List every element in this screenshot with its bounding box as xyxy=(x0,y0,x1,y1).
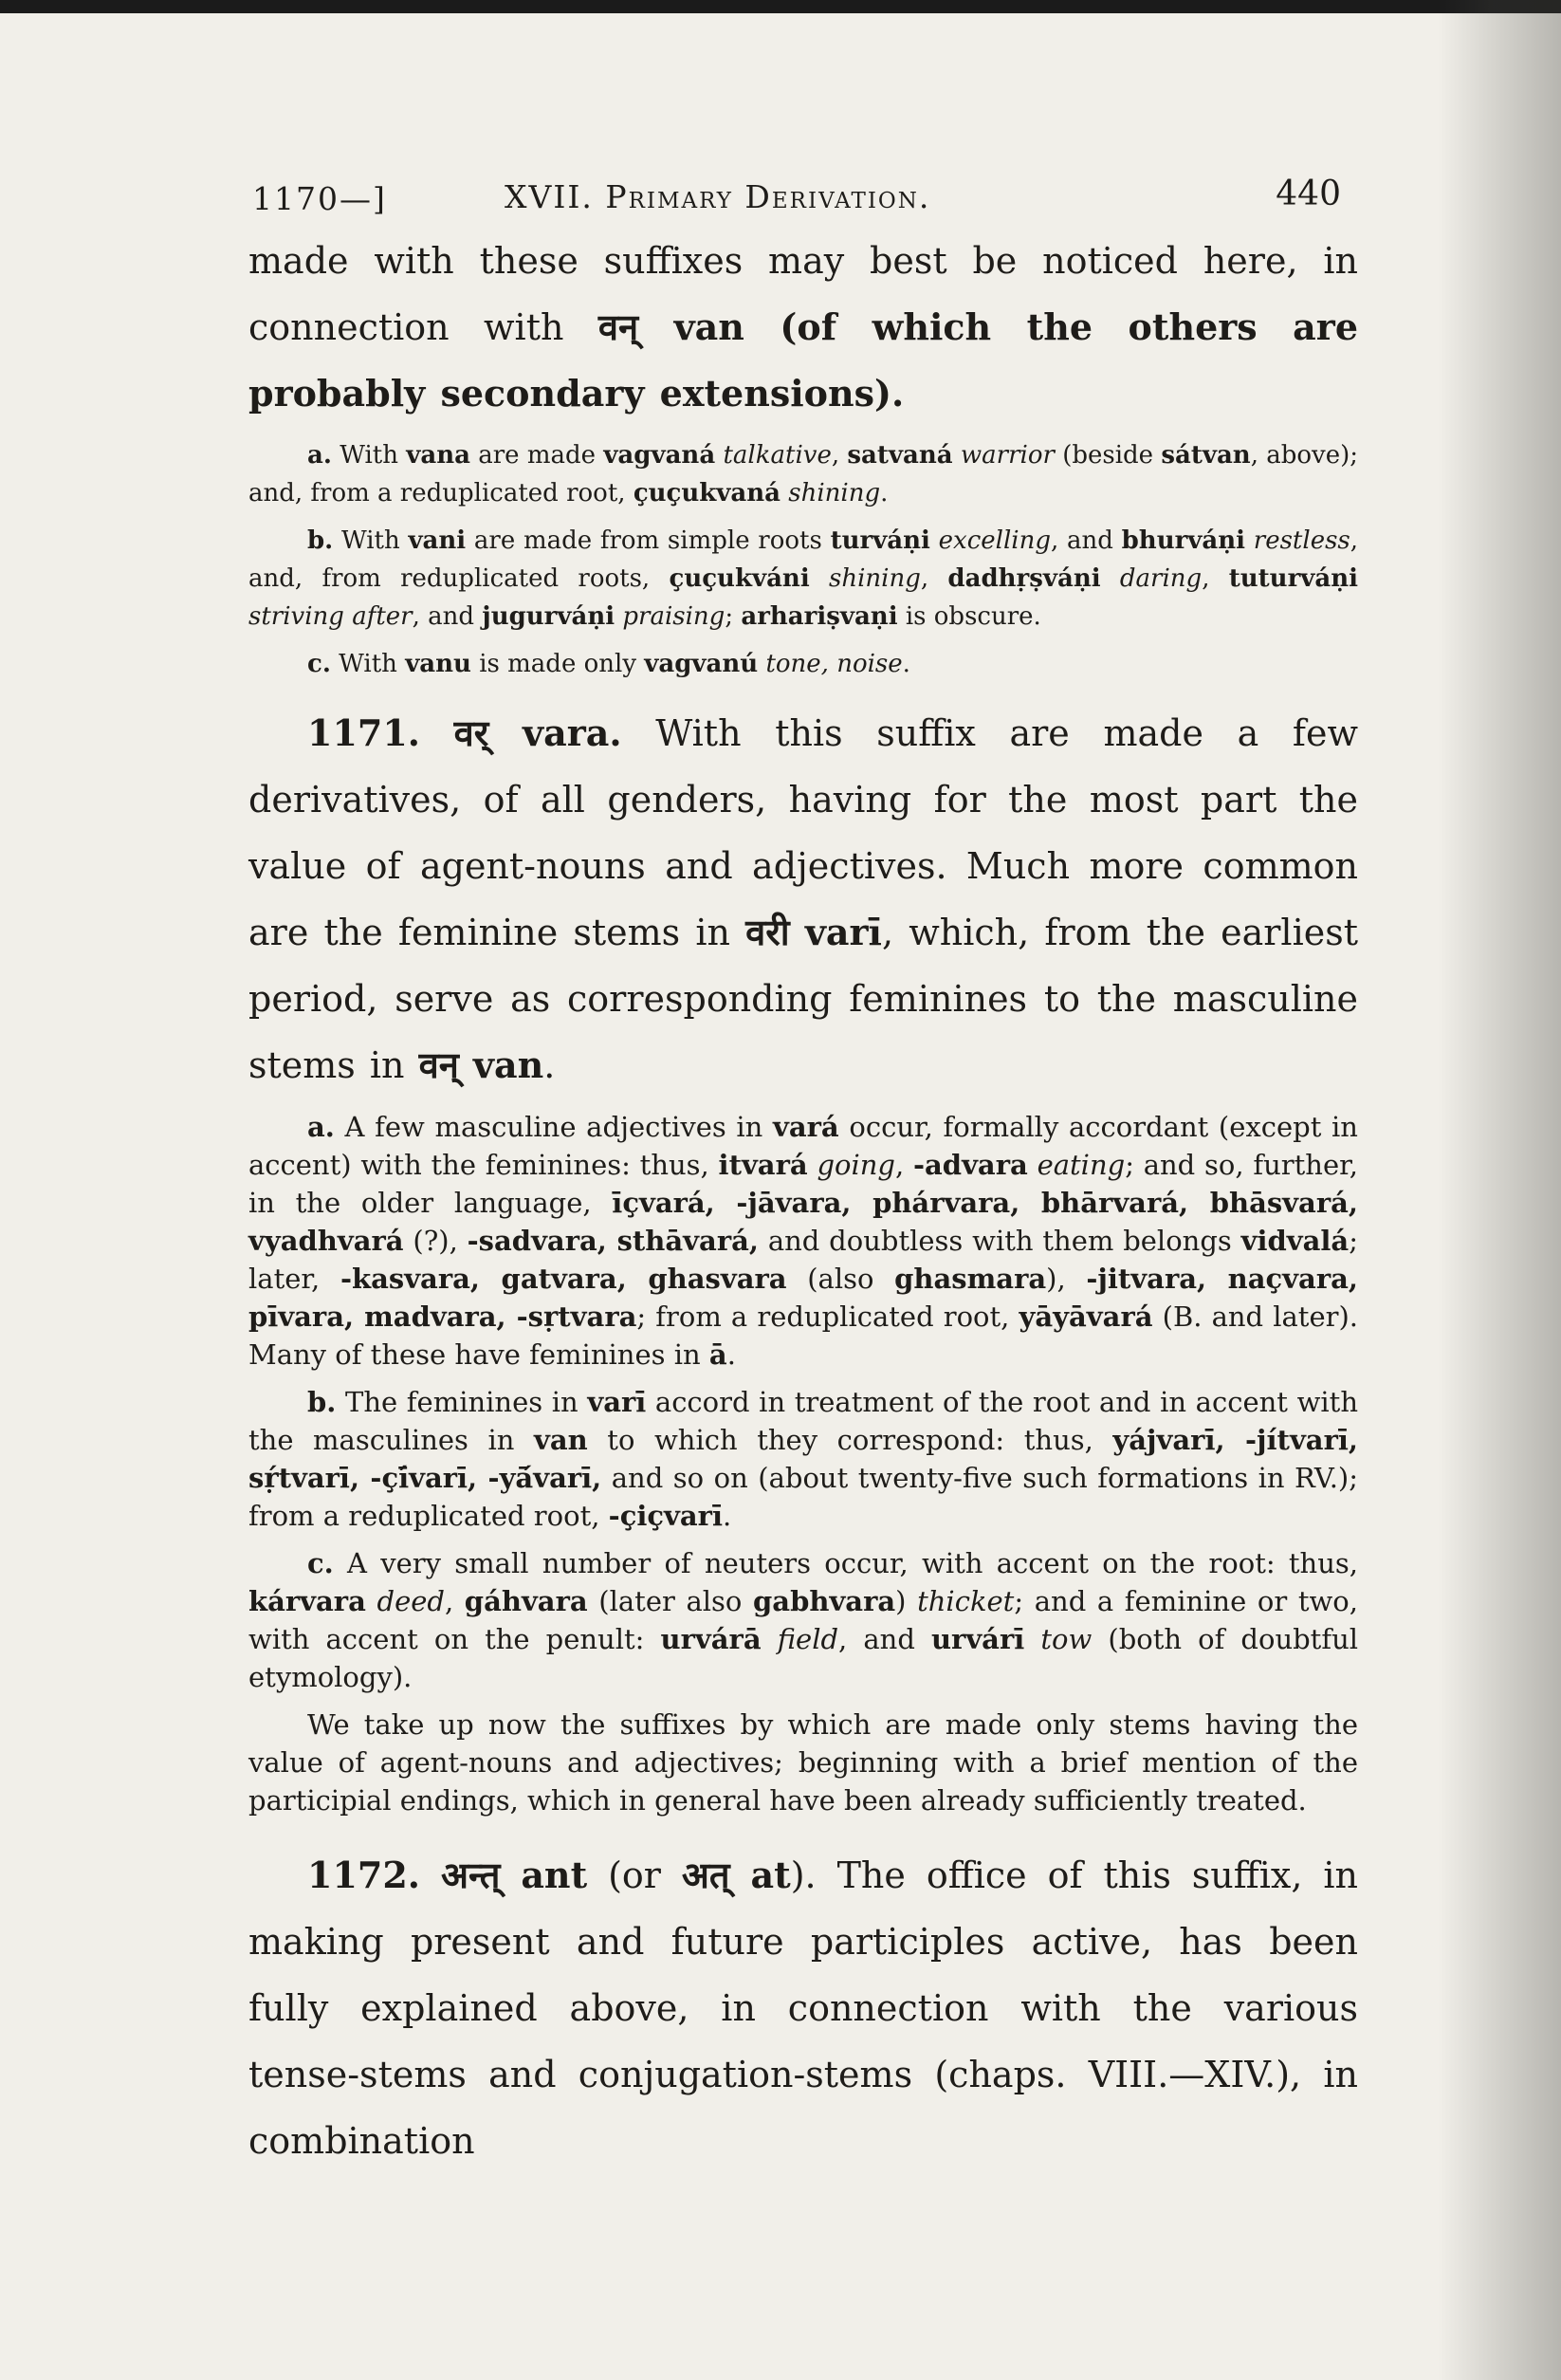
page-number: 440 xyxy=(1276,175,1341,213)
paragraph-b-vani: b. With vani are made from simple roots turváṇi excelling, and bhurváṇi restless, and, from reduplicated roots, çuçukváni shining, dadhṛṣváṇi daring, tuturváṇi striving after, and jugurváṇi praising; arhariṣvaṇi is obscure. xyxy=(248,526,1359,631)
section-1171-b: b. The feminines in varī accord in treatment of the root and in accent with the masculines in van to which they correspond: thus, yájvarī, -jítvarī, sṛ́tvarī, -çī́varī, -yā́varī, and so on (about twenty-five such formations in RV.); from a reduplicated root, -çiçvarī. xyxy=(248,1386,1359,1532)
paragraph-c-vanu: c. With vanu is made only vagvanú tone, noise. xyxy=(307,650,910,678)
page-gutter-shadow xyxy=(1438,0,1561,2380)
section-reference: 1170—] xyxy=(252,180,387,217)
section-1171-c: c. A very small number of neuters occur, with accent on the root: thus, kárvara deed, gáhvara (later also gabhvara) thicket; and a feminine or two, with accent on the penult: urvárā field, and urvárī tow (both of doubtful etymology). xyxy=(248,1547,1359,1693)
section-1171: 1171. वर् vara. With this suffix are made a few derivatives, of all genders, having for the most part the value of agent-nouns and adjectives. Much more common are the feminine stems in वरी varī, which, from the earliest period, serve as corresponding feminines to the masculine stems in वन् van. xyxy=(248,711,1358,1086)
transition-paragraph: We take up now the suffixes by which are made only stems having the value of agent-nouns and adjectives; beginning with a brief mention of the participial endings, which in general have been already sufficiently treated. xyxy=(248,1708,1358,1817)
section-1172: 1172. अन्त् ant (or अत् at). The office of this suffix, in making present and future participles active, has been fully explained above, in connection with the various tense-stems and conjugation-stems (chaps. VIII.—XIV.), in combination xyxy=(248,1854,1358,2162)
paragraph-a-vana: a. With vana are made vagvaná talkative, satvaná warrior (beside sátvan, above); and, from a reduplicated root, çuçukvaná shining. xyxy=(248,441,1359,507)
chapter-title: XVII. Primary Derivation. xyxy=(505,178,931,215)
running-head xyxy=(248,142,1358,228)
intro-paragraph: made with these suffixes may best be noticed here, in connection with वन् van (of which the others are probably secondary extensions). xyxy=(248,240,1358,415)
scan-top-edge xyxy=(0,0,1561,13)
section-1171-a: a. A few masculine adjectives in vará occur, formally accordant (except in accent) with the feminines: thus, itvará going, -advara eating; and so, further, in the older language, īçvará, -jāvara, phárvara, bhārvará, bhāsvará, vyadhvará (?), -sadvara, sthāvará, and doubtless with them belongs vidvalá; later, -kasvara, gatvara, ghasvara (also ghasmara), -jitvara, naçvara, pīvara, madvara, -sṛtvara; from a reduplicated root, yāyāvará (B. and later). Many of these have feminines in ā. xyxy=(248,1111,1358,1371)
book-page xyxy=(248,142,1358,2174)
